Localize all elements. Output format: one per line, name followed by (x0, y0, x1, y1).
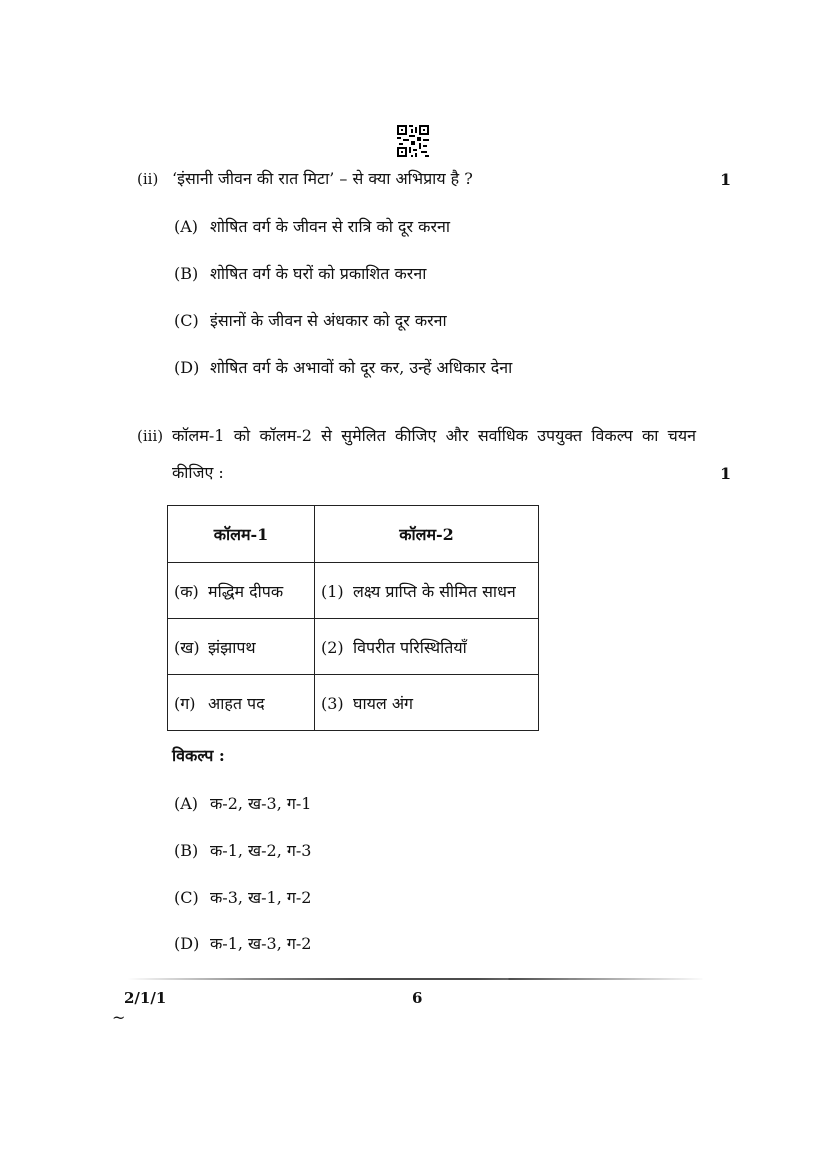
footer-rule (122, 978, 706, 980)
cell-key: (1) (321, 581, 344, 601)
page-number: 6 (412, 989, 423, 1007)
option-c (174, 886, 312, 908)
cell-text: लक्ष्य प्राप्ति के सीमित साधन (353, 581, 516, 601)
option-text: शोषित वर्ग के अभावों को दूर कर, उन्हें अधिकार देना (210, 358, 513, 377)
question-number: (iii) (137, 427, 164, 445)
option-a (174, 215, 450, 237)
cell-text: मद्धिम दीपक (208, 581, 284, 601)
cell-text: आहत पद (208, 693, 265, 713)
option-label: (D) (174, 934, 200, 953)
table-row (168, 675, 539, 731)
table-cell (168, 675, 315, 731)
options-heading: विकल्प : (172, 746, 225, 765)
cell-key: (ग) (174, 693, 196, 713)
question-text-line1: कॉलम-1 को कॉलम-2 से सुमेलित कीजिए और सर्वाधिक उपयुक्त विकल्प का चयन (172, 426, 696, 445)
option-text: इंसानों के जीवन से अंधकार को दूर करना (210, 311, 447, 330)
column-2-header: कॉलम-2 (315, 506, 539, 563)
option-label: (A) (174, 794, 199, 813)
table-cell (315, 563, 539, 619)
option-a (174, 792, 312, 814)
table-row (168, 563, 539, 619)
option-label: (A) (174, 217, 199, 236)
cell-key: (2) (321, 637, 344, 657)
paper-code: 2/1/1 (124, 989, 167, 1007)
option-label: (C) (174, 888, 199, 907)
cell-key: (3) (321, 693, 344, 713)
option-b (174, 839, 312, 861)
table-cell (315, 619, 539, 675)
table-cell (168, 619, 315, 675)
qr-code (397, 125, 429, 157)
cell-key: (ख) (174, 637, 200, 657)
table-cell (168, 563, 315, 619)
option-d (174, 356, 512, 378)
option-label: (D) (174, 358, 200, 377)
cell-text: झंझापथ (208, 637, 256, 657)
option-text: क-2, ख-3, ग-1 (210, 794, 312, 813)
cell-text: विपरीत परिस्थितियाँ (353, 637, 467, 657)
table-header-row (168, 506, 539, 563)
option-label: (C) (174, 311, 199, 330)
option-label: (B) (174, 841, 199, 860)
question-marks: 1 (720, 464, 732, 483)
column-1-header: कॉलम-1 (168, 506, 315, 563)
option-d (174, 932, 312, 954)
table-cell (315, 675, 539, 731)
option-b (174, 262, 426, 284)
table-row (168, 619, 539, 675)
footer-symbol: ~ (112, 1008, 126, 1027)
question-marks: 1 (720, 170, 732, 189)
cell-text: घायल अंग (353, 693, 414, 713)
option-text: क-3, ख-1, ग-2 (210, 888, 312, 907)
match-table (167, 505, 539, 731)
option-c (174, 309, 447, 331)
cell-key: (क) (174, 581, 199, 601)
option-text: क-1, ख-2, ग-3 (210, 841, 312, 860)
question-number: (ii) (137, 170, 159, 188)
option-text: शोषित वर्ग के घरों को प्रकाशित करना (210, 264, 427, 283)
question-text: ‘इंसानी जीवन की रात मिटा’ – से क्या अभिप्राय है ? (172, 169, 473, 188)
option-text: क-1, ख-3, ग-2 (210, 934, 312, 953)
option-label: (B) (174, 264, 199, 283)
option-text: शोषित वर्ग के जीवन से रात्रि को दूर करना (210, 217, 451, 236)
question-text-line2: कीजिए : (172, 463, 224, 482)
